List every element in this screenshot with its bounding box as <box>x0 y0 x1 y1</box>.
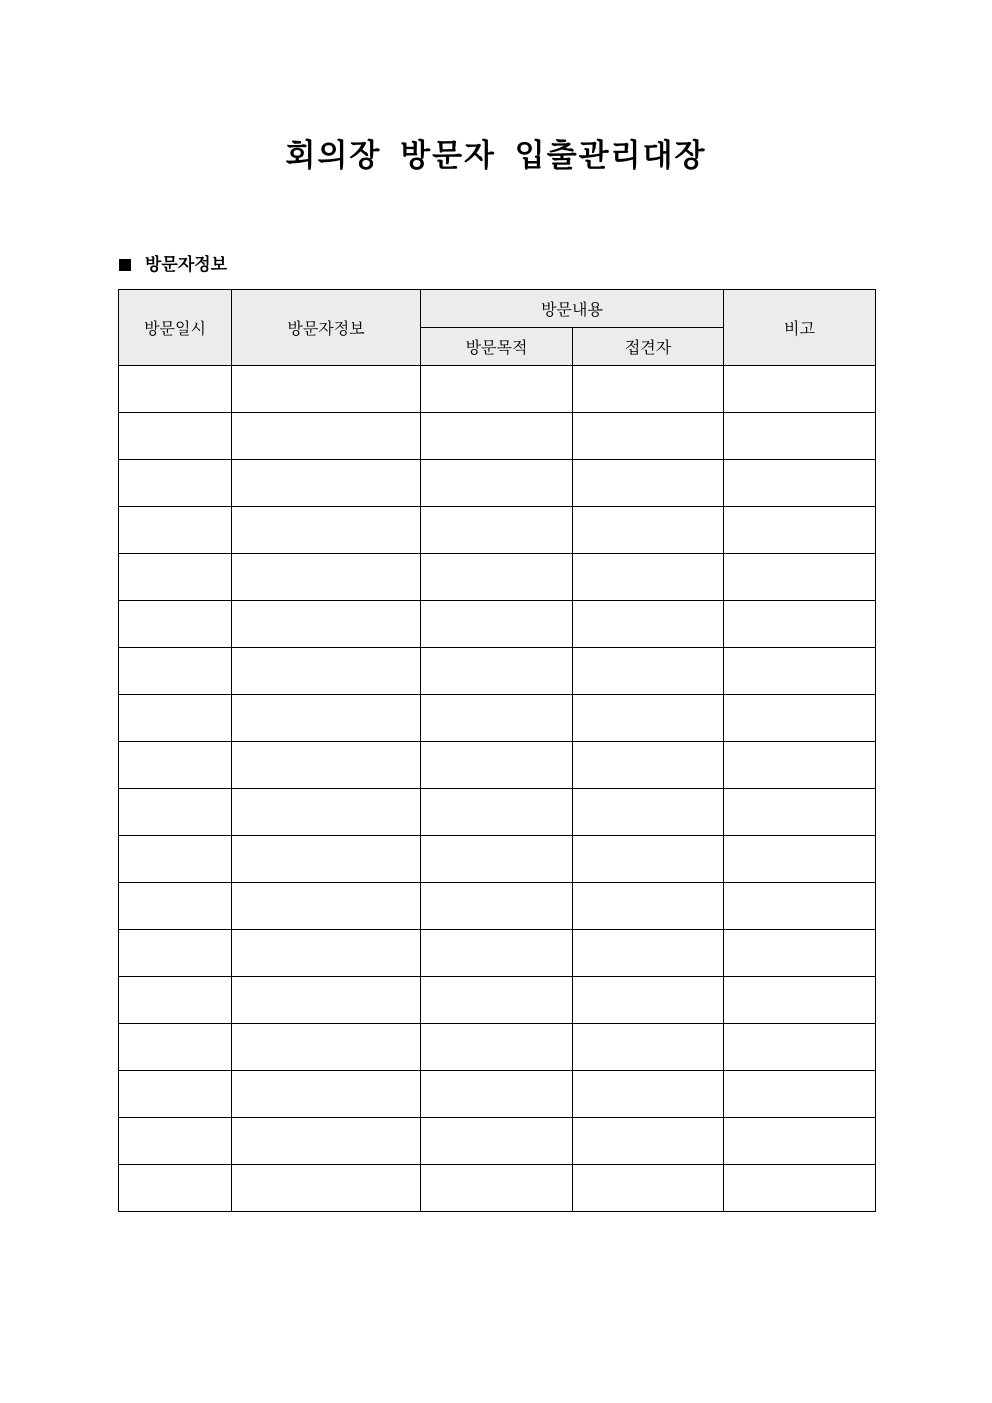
cell-remarks[interactable] <box>724 930 876 977</box>
cell-remarks[interactable] <box>724 883 876 930</box>
cell-host[interactable] <box>573 1024 724 1071</box>
cell-visitor-info[interactable] <box>232 742 421 789</box>
cell-remarks[interactable] <box>724 648 876 695</box>
cell-visitor-info[interactable] <box>232 836 421 883</box>
visitor-ledger-table <box>118 289 876 1212</box>
table-row <box>119 1165 876 1212</box>
cell-remarks[interactable] <box>724 1024 876 1071</box>
cell-visit-datetime[interactable] <box>119 1024 232 1071</box>
cell-visit-datetime[interactable] <box>119 742 232 789</box>
cell-visit-datetime[interactable] <box>119 789 232 836</box>
cell-remarks[interactable] <box>724 413 876 460</box>
table-row <box>119 695 876 742</box>
cell-visit-purpose[interactable] <box>421 648 573 695</box>
cell-visit-purpose[interactable] <box>421 1071 573 1118</box>
table-row <box>119 554 876 601</box>
cell-visit-purpose[interactable] <box>421 1024 573 1071</box>
cell-remarks[interactable] <box>724 1165 876 1212</box>
cell-visitor-info[interactable] <box>232 601 421 648</box>
cell-visit-purpose[interactable] <box>421 930 573 977</box>
table-row <box>119 789 876 836</box>
header-visit-purpose: 방문목적 <box>421 328 573 366</box>
header-host: 접견자 <box>573 328 724 366</box>
cell-visitor-info[interactable] <box>232 1071 421 1118</box>
cell-visit-datetime[interactable] <box>119 601 232 648</box>
table-row <box>119 601 876 648</box>
cell-visit-purpose[interactable] <box>421 695 573 742</box>
cell-visit-datetime[interactable] <box>119 554 232 601</box>
cell-visit-purpose[interactable] <box>421 413 573 460</box>
cell-host[interactable] <box>573 554 724 601</box>
table-row <box>119 977 876 1024</box>
header-visitor-info: 방문자정보 <box>232 290 421 366</box>
section-heading <box>119 252 227 278</box>
cell-visit-datetime[interactable] <box>119 366 232 413</box>
cell-remarks[interactable] <box>724 507 876 554</box>
table-row <box>119 930 876 977</box>
cell-visit-purpose[interactable] <box>421 507 573 554</box>
cell-visit-datetime[interactable] <box>119 1071 232 1118</box>
cell-visit-purpose[interactable] <box>421 742 573 789</box>
header-visit-content: 방문내용 <box>421 290 724 328</box>
cell-visitor-info[interactable] <box>232 648 421 695</box>
table-row <box>119 507 876 554</box>
cell-host[interactable] <box>573 648 724 695</box>
cell-host[interactable] <box>573 977 724 1024</box>
cell-remarks[interactable] <box>724 601 876 648</box>
cell-visit-purpose[interactable] <box>421 601 573 648</box>
table-row <box>119 883 876 930</box>
cell-remarks[interactable] <box>724 460 876 507</box>
cell-visitor-info[interactable] <box>232 977 421 1024</box>
table-row <box>119 413 876 460</box>
cell-visit-datetime[interactable] <box>119 836 232 883</box>
cell-visit-purpose[interactable] <box>421 977 573 1024</box>
cell-remarks[interactable] <box>724 836 876 883</box>
table-row <box>119 1024 876 1071</box>
cell-visit-datetime[interactable] <box>119 883 232 930</box>
cell-host[interactable] <box>573 742 724 789</box>
table-row <box>119 460 876 507</box>
cell-visitor-info[interactable] <box>232 1024 421 1071</box>
cell-visit-datetime[interactable] <box>119 460 232 507</box>
cell-visitor-info[interactable] <box>232 1118 421 1165</box>
cell-host[interactable] <box>573 695 724 742</box>
cell-host[interactable] <box>573 413 724 460</box>
cell-visitor-info[interactable] <box>232 366 421 413</box>
cell-visitor-info[interactable] <box>232 554 421 601</box>
cell-remarks[interactable] <box>724 366 876 413</box>
section-heading-label: 방문자정보 <box>145 255 228 275</box>
cell-host[interactable] <box>573 460 724 507</box>
cell-host[interactable] <box>573 507 724 554</box>
cell-host[interactable] <box>573 1165 724 1212</box>
cell-visit-datetime[interactable] <box>119 977 232 1024</box>
cell-host[interactable] <box>573 1071 724 1118</box>
cell-visit-datetime[interactable] <box>119 1165 232 1212</box>
cell-host[interactable] <box>573 789 724 836</box>
cell-visitor-info[interactable] <box>232 695 421 742</box>
cell-visit-purpose[interactable] <box>421 883 573 930</box>
cell-host[interactable] <box>573 930 724 977</box>
table-row <box>119 1118 876 1165</box>
cell-host[interactable] <box>573 883 724 930</box>
cell-visit-datetime[interactable] <box>119 648 232 695</box>
cell-remarks[interactable] <box>724 554 876 601</box>
cell-visitor-info[interactable] <box>232 789 421 836</box>
cell-visit-purpose[interactable] <box>421 836 573 883</box>
table-row <box>119 742 876 789</box>
cell-host[interactable] <box>573 836 724 883</box>
cell-remarks[interactable] <box>724 742 876 789</box>
cell-visitor-info[interactable] <box>232 460 421 507</box>
cell-visitor-info[interactable] <box>232 930 421 977</box>
cell-visitor-info[interactable] <box>232 883 421 930</box>
table-row <box>119 648 876 695</box>
cell-visit-purpose[interactable] <box>421 554 573 601</box>
cell-visit-purpose[interactable] <box>421 789 573 836</box>
cell-visitor-info[interactable] <box>232 1165 421 1212</box>
table-row <box>119 1071 876 1118</box>
square-bullet-icon <box>119 259 131 271</box>
cell-remarks[interactable] <box>724 789 876 836</box>
cell-visit-datetime[interactable] <box>119 413 232 460</box>
cell-visit-datetime[interactable] <box>119 507 232 554</box>
cell-remarks[interactable] <box>724 695 876 742</box>
cell-visit-datetime[interactable] <box>119 930 232 977</box>
ledger-body <box>119 366 876 1212</box>
cell-host[interactable] <box>573 1118 724 1165</box>
cell-visit-purpose[interactable] <box>421 1118 573 1165</box>
document-title: 회의장 방문자 입출관리대장 <box>285 138 707 174</box>
header-remarks: 비고 <box>724 290 876 366</box>
table-row <box>119 836 876 883</box>
cell-host[interactable] <box>573 601 724 648</box>
cell-visitor-info[interactable] <box>232 413 421 460</box>
cell-visitor-info[interactable] <box>232 507 421 554</box>
cell-remarks[interactable] <box>724 977 876 1024</box>
header-visit-datetime: 방문일시 <box>119 290 232 366</box>
cell-visit-purpose[interactable] <box>421 1165 573 1212</box>
cell-host[interactable] <box>573 366 724 413</box>
cell-visit-datetime[interactable] <box>119 695 232 742</box>
cell-remarks[interactable] <box>724 1071 876 1118</box>
cell-visit-purpose[interactable] <box>421 460 573 507</box>
cell-remarks[interactable] <box>724 1118 876 1165</box>
table-row <box>119 366 876 413</box>
cell-visit-purpose[interactable] <box>421 366 573 413</box>
cell-visit-datetime[interactable] <box>119 1118 232 1165</box>
